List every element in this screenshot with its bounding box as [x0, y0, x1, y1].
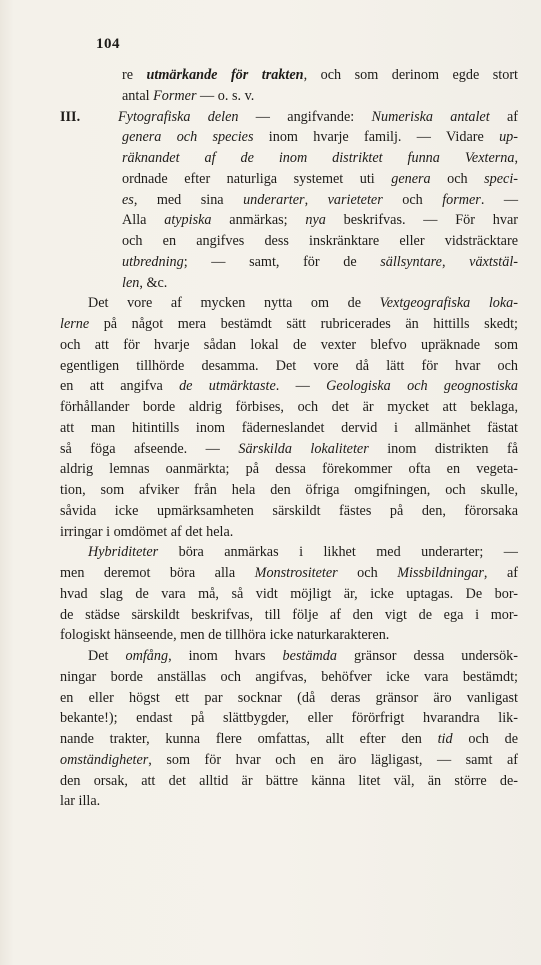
- text-line: ningar borde anställas och angifvas, behöfver icke vara bestämdt;: [60, 668, 518, 685]
- text-line: len, &c.: [122, 274, 168, 291]
- text-line: de städse särskildt beskrifvas, till följe af den vigt de ega i mor-: [60, 606, 518, 623]
- text-line: lerne på något mera bestämdt sätt rubricerades än hittills skedt;: [60, 316, 518, 332]
- text-line: och att för hvarje sådan lokal de vexter blefvo upräknade som: [60, 336, 518, 353]
- text-line: III. Fytografiska delen — angifvande: Numeriska antalet af: [60, 108, 518, 125]
- text-line: så föga afseende. — Särskilda lokaliteter inom distrikten få: [60, 440, 518, 457]
- text-line: utbredning; — samt, för de sällsyntare, växtstäl-: [122, 253, 519, 270]
- text-line: tion, som afviker från hela den öfriga omgifningen, och skulle,: [60, 482, 518, 498]
- text-line: en eller högst ett par socknar (då deras gränsor äro vanligast: [60, 689, 518, 706]
- page-number: 104: [96, 36, 120, 52]
- text-line: fologiskt hänseende, men de tillhöra icke naturkarakteren.: [60, 627, 390, 644]
- text-line: förhållander borde aldrig förbises, och det är mycket att beklaga,: [60, 399, 518, 415]
- text-line: egentligen tillhörde desamma. Det vore då lätt för hvar och: [60, 357, 518, 374]
- page-body-text: [60, 65, 518, 812]
- text-line: hvad slag de vara må, så vidt möjligt är, icke uptagas. De bor-: [60, 585, 518, 602]
- text-line: bekante!); endast på slättbygder, eller förörfrigt hvarandra lik-: [60, 710, 518, 727]
- text-line: es, med sina underarter, varieteter och former. —: [122, 191, 519, 208]
- text-line: omständigheter, som för hvar och en äro lägligast, — samt af: [60, 751, 518, 768]
- text-line: re utmärkande för trakten, och som derinom egde stort: [122, 67, 518, 83]
- text-line: den orsak, att det alltid är bättre känna litet väl, än större de-: [60, 772, 518, 789]
- text-line: en att angifva de utmärktaste. — Geologiska och geognostiska: [60, 378, 518, 395]
- text-line: lar illa.: [60, 793, 101, 810]
- text-line: irringar i omdömet af det hela.: [60, 523, 234, 540]
- text-line: räknandet af de inom distriktet funna Vexterna,: [122, 150, 518, 166]
- text-line: Det omfång, inom hvars bestämda gränsor dessa undersök-: [88, 648, 518, 664]
- text-line: genera och species inom hvarje familj. — Vidare up-: [122, 129, 518, 146]
- text-line: nande trakter, kunna flere omfattas, allt efter den tid och de: [60, 731, 518, 747]
- text-line: antal Former — o. s. v.: [122, 87, 255, 104]
- text-line: ordnade efter naturliga systemet uti genera och speci-: [122, 170, 518, 187]
- text-line: och en angifves dess inskränktare eller vidsträcktare: [122, 233, 518, 249]
- text-line: aldrig lemnas oanmärkta; på dessa förekommer ofta en vegeta-: [60, 461, 518, 478]
- text-line: Hybriditeter böra anmärkas i likhet med underarter; —: [88, 544, 518, 561]
- text-line: Det vore af mycken nytta om de Vextgeografiska loka-: [88, 295, 518, 312]
- text-line: men deremot böra alla Monstrositeter och Missbildningar, af: [60, 565, 518, 581]
- text-line: såvida icke upmärksamheten särskildt fästes på den, förorsaka: [60, 502, 518, 519]
- text-line: att man hitintills inom fäderneslandet dervid i allmänhet fästat: [60, 419, 518, 436]
- text-line: Alla atypiska anmärkas; nya beskrifvas. — För hvar: [122, 212, 518, 229]
